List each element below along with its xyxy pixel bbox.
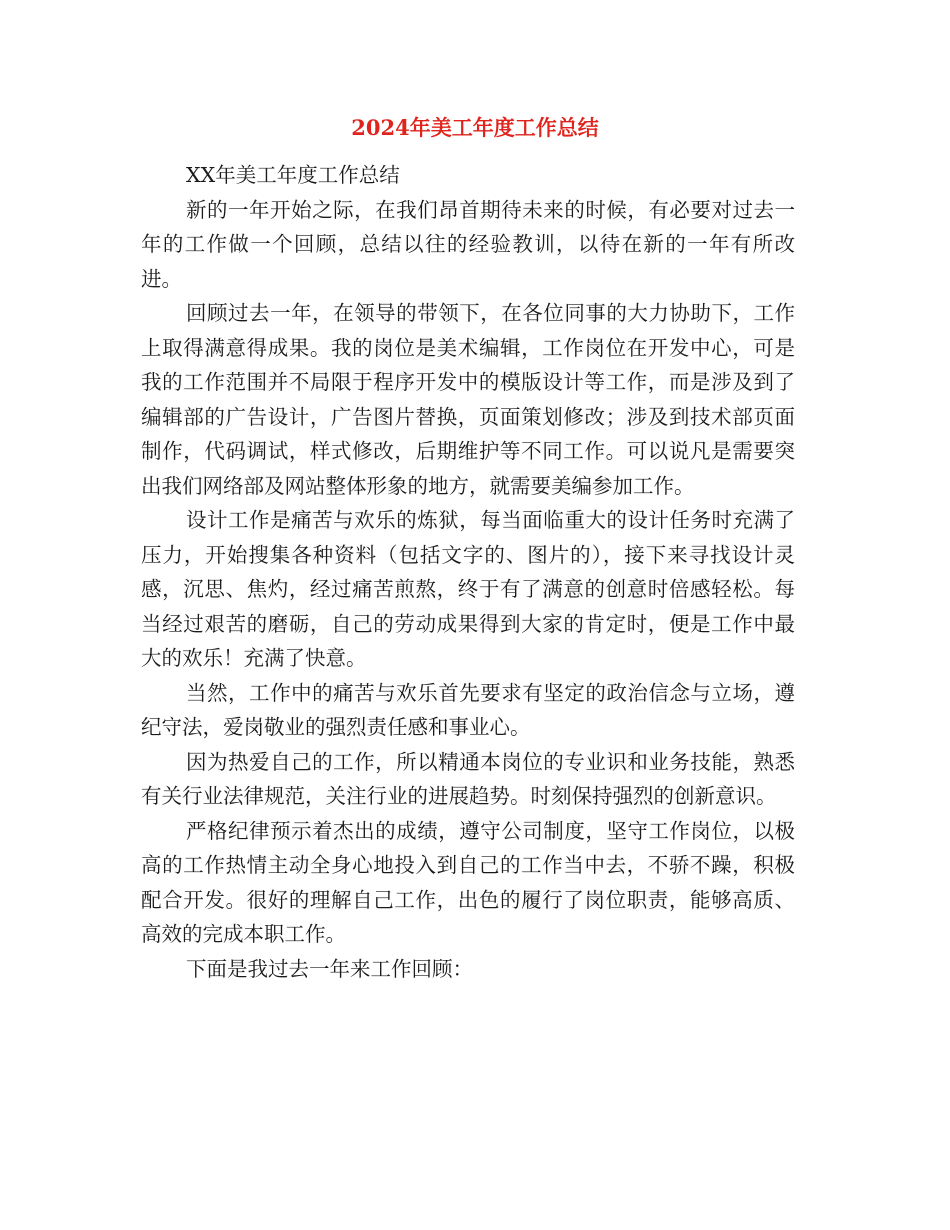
- paragraph-design-work: 设计工作是痛苦与欢乐的炼狱，每当面临重大的设计任务时充满了压力，开始搜集各种资料（包括文字的、图片的），接下来寻找设计灵感，沉思、焦灼，经过痛苦煎熬，终于有了满意的创意时倍感轻松。每当经过艰苦的磨砺，自己的劳动成果得到大家的肯定时，便是工作中最大的欢乐！充满了快意。: [141, 508, 795, 670]
- paragraph-review-lead: 下面是我过去一年来工作回顾：: [186, 956, 473, 981]
- paragraph-discipline: 严格纪律预示着杰出的成绩，遵守公司制度，坚守工作岗位，以极高的工作热情主动全身心地投入到自己的工作当中去，不骄不躁，积极配合开发。很好的理解自己工作，出色的履行了岗位职责，能够高质、高效的完成本职工作。: [141, 818, 795, 946]
- paragraph-belief: 当然，工作中的痛苦与欢乐首先要求有坚定的政治信念与立场，遵纪守法，爱岗敬业的强烈责任感和事业心。: [141, 680, 795, 739]
- paragraph-skills: 因为热爱自己的工作，所以精通本岗位的专业识和业务技能，熟悉有关行业法律规范，关注行业的进展趋势。时刻保持强烈的创新意识。: [141, 749, 795, 808]
- paragraph-review: 回顾过去一年，在领导的带领下，在各位同事的大力协助下，工作上取得满意得成果。我的岗位是美术编辑，工作岗位在开发中心，可是我的工作范围并不局限于程序开发中的模版设计等工作，而是涉及到了编辑部的广告设计，广告图片替换，页面策划修改；涉及到技术部页面制作，代码调试，样式修改，后期维护等不同工作。可以说凡是需要突出我们网络部及网站整体形象的地方，就需要美编参加工作。: [141, 301, 795, 498]
- paragraph-subtitle: XX年美工年度工作总结: [186, 163, 400, 187]
- document-body: [141, 158, 795, 986]
- document-title: 2024年美工年度工作总结: [351, 115, 599, 140]
- paragraph-intro: 新的一年开始之际，在我们昂首期待未来的时候，有必要对过去一年的工作做一个回顾，总结以往的经验教训，以待在新的一年有所改进。: [141, 197, 795, 291]
